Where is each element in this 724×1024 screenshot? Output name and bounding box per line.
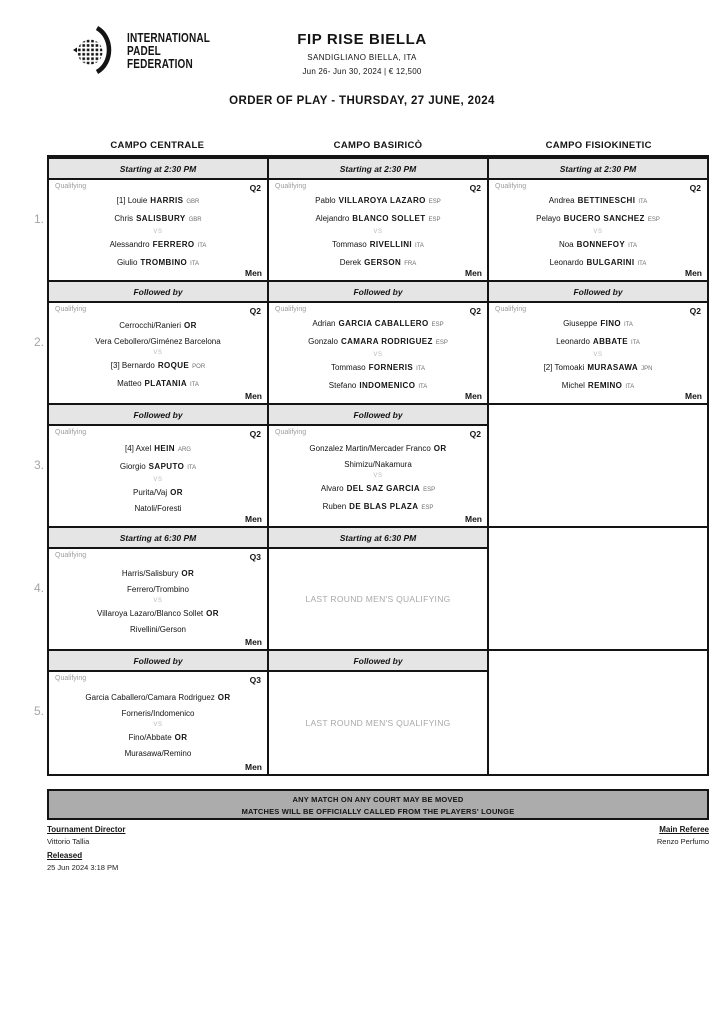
teams-block — [49, 685, 267, 774]
tournament-dates-prize: Jun 26- Jun 30, 2024 | € 12,500 — [302, 67, 422, 76]
player-line — [129, 730, 188, 746]
player-surname: BLANCO SOLLET — [352, 213, 426, 223]
player-line — [344, 457, 412, 473]
category-round-line — [49, 180, 267, 193]
category-label: Qualifying — [275, 429, 307, 436]
round-label: Q2 — [249, 306, 261, 316]
player-line — [117, 255, 199, 273]
time-slot-header: Followed by — [49, 282, 267, 303]
category-label: Qualifying — [55, 429, 87, 436]
match-cell — [489, 303, 707, 403]
category-round-line — [49, 303, 267, 316]
round-label: Q2 — [469, 429, 481, 439]
time-slot-header: Followed by — [269, 405, 487, 426]
player-line — [130, 622, 186, 638]
player-name: Derek — [339, 257, 362, 267]
vs-label: VS — [373, 352, 383, 358]
player-name: Alvaro — [320, 484, 344, 493]
match-cell — [49, 303, 267, 403]
country-code: ESP — [421, 504, 434, 511]
player-line — [549, 193, 647, 211]
player-line — [117, 193, 200, 211]
player-line — [312, 316, 443, 334]
country-code: POR — [192, 364, 206, 370]
category-label: Qualifying — [55, 675, 87, 682]
round-label: Q2 — [249, 183, 261, 193]
country-code: ITA — [197, 243, 207, 249]
vs-label: VS — [593, 229, 603, 235]
match-cell — [489, 180, 707, 280]
player-surname: OR — [433, 444, 447, 453]
country-code: ITA — [637, 260, 647, 267]
player-surname: CAMARA RODRIGUEZ — [340, 336, 433, 346]
category-round-line — [269, 303, 487, 316]
schedule-row — [49, 159, 707, 282]
player-surname: REMINO — [587, 380, 623, 390]
court-slot-cell — [489, 159, 707, 280]
player-line — [133, 485, 183, 501]
player-name: Leonardo — [549, 257, 584, 267]
player-surname: OR — [174, 733, 188, 742]
main-referee-name: Renzo Perfumo — [656, 837, 709, 846]
main-referee-label: Main Referee — [659, 825, 709, 834]
notice-line: ANY MATCH ON ANY COURT MAY BE MOVED — [292, 795, 464, 804]
row-number: 4. — [33, 581, 44, 595]
category-label: Qualifying — [55, 306, 87, 313]
player-surname: FORNERIS — [368, 363, 414, 372]
player-surname: BUCERO SANCHEZ — [563, 213, 645, 223]
player-line — [308, 334, 448, 352]
court-slot-cell — [49, 405, 269, 526]
row-number: 5. — [33, 704, 44, 718]
player-surname: RIVELLINI — [369, 240, 413, 249]
court-title-campo-centrale: CAMPO CENTRALE — [110, 140, 205, 151]
teams-block — [49, 193, 267, 280]
tournament-title: FIP RISE BIELLA — [297, 31, 427, 48]
player-surname: HARRIS — [150, 196, 184, 205]
player-name: [3] Bernardo — [110, 361, 155, 370]
player-line — [125, 441, 191, 459]
player-name: Cerrocchi/Ranieri — [119, 321, 181, 330]
player-name: Tommaso — [330, 363, 366, 372]
player-name: Natoli/Foresti — [134, 503, 182, 513]
released-timestamp: 25 Jun 2024 3:18 PM — [47, 863, 119, 872]
country-code: ITA — [628, 243, 638, 249]
player-surname: OR — [206, 609, 219, 618]
order-of-play-title: ORDER OF PLAY - THURSDAY, 27 JUNE, 2024 — [229, 95, 495, 107]
court-slot-cell — [489, 282, 707, 403]
player-name: Ruben — [322, 501, 347, 511]
player-name: Vera Cebollero/Giménez Barcelona — [95, 336, 221, 346]
country-code: ITA — [187, 464, 197, 471]
player-surname: MURASAWA — [587, 363, 639, 372]
player-line — [331, 360, 425, 378]
player-line — [85, 690, 230, 706]
country-code: ITA — [625, 383, 635, 390]
player-surname: FINO — [600, 319, 622, 328]
player-name: Purita/Vaj — [133, 488, 168, 497]
player-line — [323, 499, 434, 517]
player-surname: GERSON — [364, 257, 402, 267]
category-label: Qualifying — [55, 183, 87, 190]
time-slot-header: Starting at 2:30 PM — [489, 159, 707, 180]
player-line — [125, 746, 192, 762]
match-cell — [49, 549, 267, 649]
country-code: ESP — [435, 339, 448, 346]
schedule-row — [49, 651, 707, 774]
country-code: ITA — [190, 260, 200, 267]
tournament-location: SANDIGLIANO BIELLA, ITA — [307, 53, 417, 62]
country-code: GBR — [188, 216, 202, 223]
row-number: 3. — [33, 458, 44, 472]
player-surname: OR — [183, 321, 197, 330]
vs-label: VS — [153, 229, 163, 235]
player-name: Fino/Abbate — [128, 733, 172, 742]
country-code: ESP — [647, 216, 660, 223]
player-name: Pablo — [315, 196, 336, 205]
country-code: FRA — [404, 260, 417, 267]
category-round-line — [49, 549, 267, 562]
logo-line: INTERNATIONAL — [127, 30, 210, 45]
match-cell — [269, 180, 487, 280]
teams-block — [489, 193, 707, 280]
player-line — [122, 566, 194, 582]
player-line — [97, 606, 219, 622]
court-title-campo-fisiokinetic: CAMPO FISIOKINETIC — [545, 140, 652, 151]
country-code: ITA — [638, 199, 648, 205]
round-label: Q3 — [249, 552, 261, 562]
category-round-line — [49, 672, 267, 685]
time-slot-header: Followed by — [269, 651, 487, 672]
player-surname: ROQUE — [157, 361, 190, 370]
time-slot-header: Starting at 6:30 PM — [269, 528, 487, 549]
logo-line: FEDERATION — [127, 56, 193, 71]
player-line — [556, 334, 640, 352]
category-label: Qualifying — [275, 306, 307, 313]
tournament-director-name: Vittorio Tallia — [47, 837, 90, 846]
player-line — [550, 255, 647, 273]
player-name: [2] Tomoaki — [543, 363, 585, 372]
player-surname: PLATANIA — [144, 378, 188, 388]
player-name: Stefano — [328, 380, 357, 390]
country-code: ITA — [415, 243, 424, 249]
player-surname: ABBATE — [592, 336, 629, 346]
last-round-note: LAST ROUND MEN'S QUALIFYING — [305, 718, 451, 728]
vs-label: VS — [153, 722, 163, 728]
footer-left — [47, 825, 126, 872]
player-line — [110, 237, 207, 255]
last-round-note: LAST ROUND MEN'S QUALIFYING — [305, 594, 451, 604]
player-surname: OR — [181, 569, 195, 578]
gender-label: Men — [465, 268, 482, 278]
player-name: Matteo — [117, 378, 142, 388]
player-name: Forneris/Indomenico — [121, 708, 195, 718]
country-code: ARG — [177, 447, 191, 453]
court-slot-cell — [49, 651, 269, 774]
court-slot-cell — [489, 528, 707, 649]
round-label: Q2 — [469, 183, 481, 193]
player-line — [536, 211, 660, 229]
time-slot-header: Starting at 2:30 PM — [269, 159, 487, 180]
player-line — [332, 237, 424, 255]
gender-label: Men — [685, 391, 702, 401]
time-slot-header: Followed by — [49, 405, 267, 426]
round-label: Q2 — [689, 306, 701, 316]
player-surname: HEIN — [154, 444, 175, 453]
player-surname: BONNEFOY — [576, 240, 626, 249]
vs-label: VS — [593, 352, 603, 358]
teams-block — [49, 439, 267, 526]
teams-block — [49, 316, 267, 403]
court-slot-cell — [269, 528, 489, 649]
player-name: Andrea — [548, 196, 575, 205]
player-line — [563, 316, 633, 334]
category-round-line — [269, 426, 487, 439]
player-name: Pelayo — [536, 213, 561, 223]
match-cell — [269, 672, 487, 774]
country-code: ITA — [418, 383, 428, 390]
court-slot-cell — [49, 159, 269, 280]
player-line — [329, 378, 427, 396]
player-surname: DE BLAS PLAZA — [349, 501, 419, 511]
court-slot-cell — [489, 651, 707, 774]
time-slot-header: Followed by — [49, 651, 267, 672]
player-surname: SALISBURY — [136, 213, 186, 223]
player-name: Alessandro — [109, 240, 150, 249]
court-title-campo-basirico: CAMPO BASIRICÒ — [333, 140, 423, 151]
category-label: Qualifying — [495, 183, 527, 190]
round-label: Q2 — [249, 429, 261, 439]
gender-label: Men — [245, 391, 262, 401]
player-surname: OR — [170, 488, 183, 497]
player-surname: VILLAROYA LAZARO — [338, 196, 426, 205]
row-number: 2. — [33, 335, 44, 349]
country-code: ESP — [423, 487, 436, 493]
court-slot-cell — [269, 159, 489, 280]
schedule-row — [49, 282, 707, 405]
player-name: Murasawa/Remino — [124, 748, 192, 758]
player-surname: BETTINESCHI — [577, 196, 636, 205]
player-name: Giorgio — [119, 461, 146, 471]
player-name: Gonzalo — [308, 336, 338, 346]
match-cell — [49, 672, 267, 774]
country-code: ITA — [190, 381, 199, 388]
player-name: Chris — [114, 213, 134, 223]
teams-block — [269, 193, 487, 280]
gender-label: Men — [245, 637, 262, 647]
category-label: Qualifying — [55, 552, 87, 559]
time-slot-header: Followed by — [489, 282, 707, 303]
row-number: 1. — [33, 212, 44, 226]
event-header — [0, 31, 724, 76]
country-code: ESP — [428, 199, 441, 205]
gender-label: Men — [685, 268, 702, 278]
vs-label: VS — [153, 598, 163, 604]
match-cell — [269, 426, 487, 526]
player-surname: DEL SAZ GARCIA — [346, 484, 421, 493]
player-name: Rivellini/Gerson — [129, 624, 187, 634]
round-label: Q2 — [469, 306, 481, 316]
player-line — [122, 706, 195, 722]
court-slot-cell — [269, 282, 489, 403]
time-slot-header: Starting at 2:30 PM — [49, 159, 267, 180]
category-round-line — [269, 180, 487, 193]
country-code: ITA — [416, 366, 426, 372]
player-surname: BULGARINI — [586, 257, 635, 267]
player-surname: GARCIA CABALLERO — [338, 319, 429, 328]
country-code: GBR — [186, 199, 200, 205]
category-round-line — [489, 303, 707, 316]
player-name: Shimizu/Nakamura — [344, 459, 412, 469]
player-line — [559, 237, 637, 255]
match-cell — [49, 426, 267, 526]
player-surname: INDOMENICO — [359, 380, 416, 390]
player-name: Garcia Caballero/Camara Rodriguez — [85, 693, 215, 702]
player-name: Noa — [558, 240, 574, 249]
teams-block — [269, 316, 487, 403]
player-name: Harris/Salisbury — [121, 569, 179, 578]
court-titles — [47, 140, 709, 151]
player-line — [119, 318, 197, 334]
round-label: Q2 — [689, 183, 701, 193]
vs-label: VS — [373, 229, 383, 235]
player-name: Giulio — [116, 257, 138, 267]
player-line — [309, 441, 446, 457]
player-line — [315, 193, 441, 211]
teams-block — [489, 316, 707, 403]
match-cell — [269, 303, 487, 403]
schedule-row — [49, 528, 707, 651]
player-surname: SAPUTO — [148, 461, 185, 471]
player-line — [120, 459, 196, 477]
court-slot-cell — [269, 651, 489, 774]
court-slot-cell — [269, 405, 489, 526]
player-line — [562, 378, 634, 396]
player-name: [1] Louie — [116, 196, 148, 205]
country-code: ITA — [624, 322, 633, 328]
player-name: [4] Axel — [125, 444, 152, 453]
teams-block — [49, 562, 267, 649]
court-slot-cell — [49, 528, 269, 649]
country-code: ESP — [428, 216, 441, 223]
teams-block — [269, 439, 487, 526]
player-name: Leonardo — [556, 336, 590, 346]
tournament-director-label: Tournament Director — [47, 825, 126, 834]
gender-label: Men — [245, 762, 262, 772]
player-surname: TROMBINO — [140, 257, 188, 267]
player-surname: OR — [217, 693, 231, 702]
player-name: Villaroya Lazaro/Blanco Sollet — [97, 609, 204, 618]
player-line — [111, 358, 205, 376]
player-name: Gonzalez Martin/Mercader Franco — [309, 444, 431, 453]
player-name: Adrian — [312, 319, 336, 328]
player-name: Ferrero/Trombino — [127, 584, 189, 594]
player-line — [321, 481, 435, 499]
released-label: Released — [47, 851, 83, 860]
match-cell — [269, 549, 487, 649]
schedule-row — [49, 405, 707, 528]
order-table — [47, 155, 709, 776]
round-label: Q3 — [249, 675, 261, 685]
player-line — [95, 334, 220, 350]
player-line — [315, 211, 440, 229]
court-slot-cell — [49, 282, 269, 403]
player-line — [544, 360, 653, 378]
category-label: Qualifying — [495, 306, 527, 313]
vs-label: VS — [153, 350, 163, 356]
player-line — [340, 255, 416, 273]
country-code: JPN — [641, 366, 653, 372]
category-round-line — [489, 180, 707, 193]
gender-label: Men — [465, 391, 482, 401]
country-code: ITA — [631, 339, 640, 346]
footer-right — [657, 825, 709, 846]
vs-label: VS — [153, 477, 163, 483]
player-line — [127, 582, 189, 598]
category-label: Qualifying — [275, 183, 307, 190]
vs-label: VS — [373, 473, 383, 479]
player-name: Giuseppe — [563, 319, 598, 328]
court-slot-cell — [489, 405, 707, 526]
gender-label: Men — [245, 268, 262, 278]
category-round-line — [49, 426, 267, 439]
match-cell — [49, 180, 267, 280]
notice-banner — [47, 789, 709, 820]
player-surname: FERRERO — [152, 240, 195, 249]
player-name: Alejandro — [315, 213, 350, 223]
country-code: ESP — [431, 322, 444, 328]
notice-line: MATCHES WILL BE OFFICIALLY CALLED FROM THE PLAYERS' LOUNGE — [241, 806, 515, 816]
player-name: Michel — [561, 380, 585, 390]
time-slot-header: Followed by — [269, 282, 487, 303]
logo-line: PADEL — [127, 43, 161, 58]
player-line — [114, 211, 201, 229]
gender-label: Men — [245, 514, 262, 524]
gender-label: Men — [465, 514, 482, 524]
player-name: Tommaso — [332, 240, 367, 249]
player-line — [117, 376, 199, 394]
time-slot-header: Starting at 6:30 PM — [49, 528, 267, 549]
player-line — [134, 501, 181, 517]
